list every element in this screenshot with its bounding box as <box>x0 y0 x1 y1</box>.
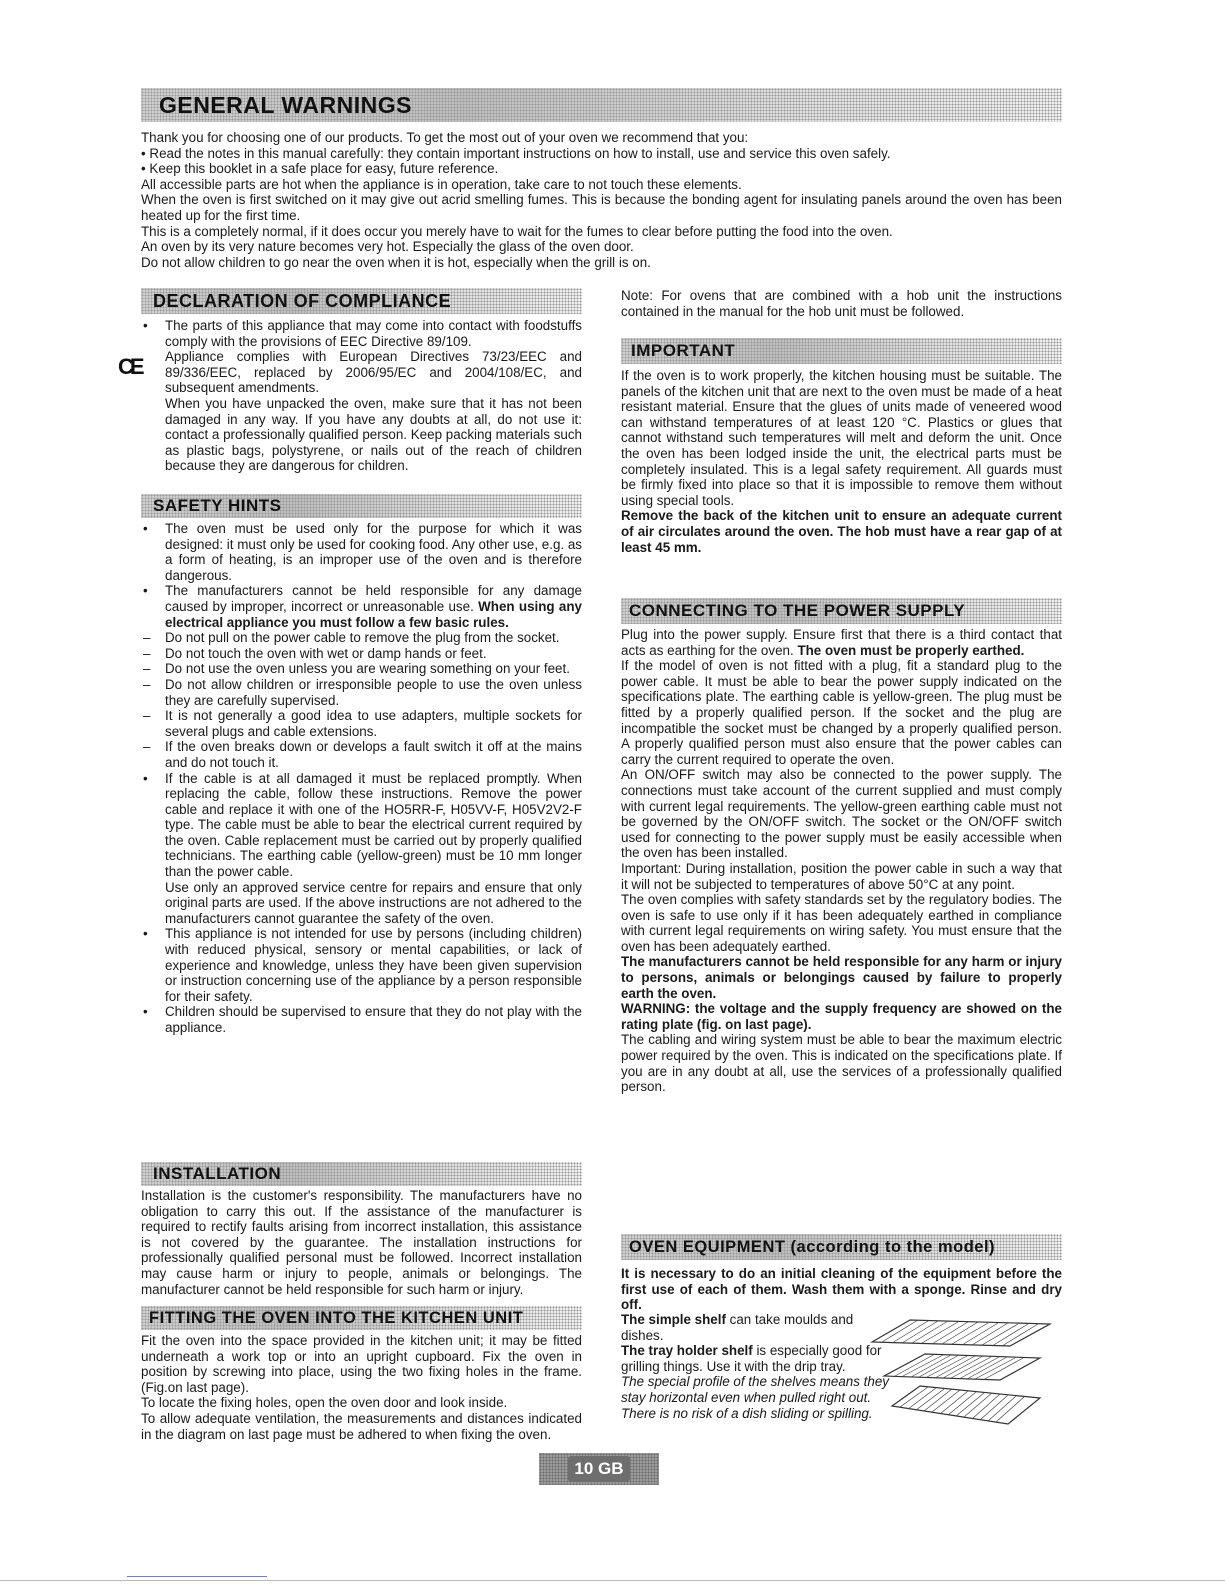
intro-section <box>141 130 1062 270</box>
equipment-text-bold: It is necessary to do an initial cleaning of the equipment before the first use of each of them. Wash them with a sponge. Rinse and dry off. <box>621 1266 1062 1313</box>
important-text-bold: Remove the back of the kitchen unit to ensure an adequate current of air circulates around the oven. The hob must have a rear gap of at least 45 mm. <box>621 508 1062 555</box>
fitting-header <box>141 1306 582 1330</box>
shelf-wires <box>882 1320 1038 1346</box>
safety-dash-text: Do not allow children or irresponsible people to use the oven unless they are carefully supervised. <box>165 676 582 708</box>
simple-shelf-label: The simple shelf <box>621 1312 726 1327</box>
equipment-intro <box>621 1266 1062 1313</box>
bullet: • <box>143 521 148 536</box>
important-section <box>621 368 1062 555</box>
list-item <box>141 771 582 927</box>
dash: – <box>143 661 151 677</box>
connecting-text-bold: WARNING: the voltage and the supply frequency are showed on the rating plate (fig. on last page). <box>621 1001 1062 1032</box>
connecting-text: An ON/OFF switch may also be connected to the power supply. The connections must take account of the current supplied and must comply with current legal requirements. The yellow-green earthing cable must not be governed by the ON/OFF switch. The socket or the ON/OFF switch used for connecting to the power supply must be easily accessible when the oven has been installed. <box>621 767 1062 861</box>
connecting-text: The cabling and wiring system must be able to bear the maximum electric power required by the oven. This is indicated on the specifications plate. If you are in any doubt at all, use the services of a professionally qualified person. <box>621 1032 1062 1095</box>
declaration-text: The parts of this appliance that may come into contact with foodstuffs comply with the provisions of EEC Directive 89/109. <box>165 318 582 349</box>
safety-text-bold: When using any electrical appliance you must follow a few basic rules. <box>165 598 582 630</box>
intro-bullet: • Keep this booklet in a safe place for easy, future reference. <box>141 161 499 177</box>
dash: – <box>143 645 151 661</box>
safety-section <box>141 521 582 1036</box>
intro-text: Do not allow children to go near the oven when it is hot, especially when the grill is on. <box>141 254 651 270</box>
connecting-text-bold: The oven must be properly earthed. <box>797 642 1025 658</box>
dash: – <box>143 630 151 646</box>
list-item <box>141 521 582 583</box>
shelf-outline <box>884 1354 1040 1380</box>
divider <box>0 1580 1225 1581</box>
connecting-text: Important: During installation, position the power cable in such a way that it will not be subjected to temperatures of above 50°C at any point. <box>621 860 1062 892</box>
declaration-section <box>141 318 582 474</box>
fitting-text: To locate the fixing holes, open the oven door and look inside. <box>141 1395 508 1411</box>
intro-text: An oven by its very nature becomes very hot. Especially the glass of the oven door. <box>141 239 634 255</box>
connecting-text-bold: The manufacturers cannot be held responsible for any harm or injury to persons, animals or belongings caused by failure to properly earth the oven. <box>621 954 1062 1001</box>
declaration-text: When you have unpacked the oven, make sure that it has not been damaged in any way. If you have any doubts at all, do not use it: contact a professionally qualified person. Keep packing materials such as plastic bags, polystyrene, or nails out of the reach of children because they are dangerous for children. <box>165 395 582 474</box>
declaration-header <box>141 288 582 314</box>
connecting-section <box>621 627 1062 1095</box>
safety-text: Use only an approved service centre for repairs and ensure that only original parts are used. If the above instructions are not adhered to the manufacturers cannot guarantee the safety of the oven. <box>165 879 582 926</box>
fitting-text: Fit the oven into the space provided in the kitchen unit; it may be fitted underneath a work top or into an upright cupboard. Fix the oven in position by screwing into place, using the two fixing holes in the frame.(Fig.on last page). <box>141 1333 582 1395</box>
fitting-title: FITTING THE OVEN INTO THE KITCHEN UNIT <box>149 1308 524 1327</box>
equipment-header <box>621 1234 1062 1260</box>
shelf-outline <box>892 1386 1040 1424</box>
tray-holder-shelf-illustration <box>880 1352 1045 1382</box>
declaration-title: DECLARATION OF COMPLIANCE <box>153 290 452 311</box>
important-title: IMPORTANT <box>631 341 736 360</box>
special-profile-shelf-illustration <box>890 1384 1045 1426</box>
tray-holder-text: is especially good for grilling things. Use it with the drip tray. <box>621 1343 882 1374</box>
safety-text: This appliance is not intended for use by persons (including children) with reduced physical, sensory or mental capabilities, or lack of experience and knowledge, unless they have been given supervision or instruction concerning use of the appliance by a person responsible for their safety. <box>165 926 582 1004</box>
safety-hints-header <box>141 494 582 518</box>
safety-hints-title: SAFETY HINTS <box>153 496 282 515</box>
ce-mark-icon: CE <box>118 354 141 379</box>
safety-dash-text: Do not touch the oven with wet or damp hands or feet. <box>165 645 487 661</box>
safety-dash-text: If the oven breaks down or develops a fault switch it off at the mains and do not touch it. <box>165 739 582 770</box>
list-item <box>141 583 582 630</box>
dash: – <box>143 676 151 692</box>
list-item <box>141 677 582 708</box>
note-text: Note: For ovens that are combined with a hob unit the instructions contained in the manual for the hob unit must be followed. <box>621 288 1062 319</box>
list-item <box>141 739 582 770</box>
intro-text: All accessible parts are hot when the appliance is in operation, take care to not touch these elements. <box>141 176 742 192</box>
special-profile-text: The special profile of the shelves means they stay horizontal even when pulled right out. There is no risk of a dish sliding or spilling. <box>621 1374 889 1421</box>
bullet: • <box>143 318 148 333</box>
page-number: 10 GB <box>568 1456 629 1482</box>
shelf-wires <box>895 1354 1023 1380</box>
safety-text: If the cable is at all damaged it must be replaced promptly. When replacing the cable, follow these instructions. Remove the power cable and replace it with one of the HO5RR-F, H05VV-F, H05V2V2-F type. The cable must be able to bear the electrical current required by the oven. Cable replacement must be carried out by properly qualified technicians. The earthing cable (yellow-green) must be 10 mm longer than the power cable. <box>165 770 582 880</box>
intro-text: When the oven is first switched on it may give out acrid smelling fumes. This is because the bonding agent for insulating panels around the oven has been heated up for the first time. <box>141 192 1062 223</box>
important-text: If the oven is to work properly, the kitchen housing must be suitable. The panels of the kitchen unit that are next to the oven must be made of a heat resistant material. Ensure that the glues of units made of veneered wood can withstand temperatures of at least 120 °C. Plastics or glues that cannot withstand such temperatures will melt and deform the unit. Once the oven has been lodged inside the unit, the electrical parts must be completely insulated. This is a legal safety requirement. All guards must be firmly fixed into place so that it is impossible to remove them without using special tools. <box>621 368 1062 508</box>
note-section <box>621 288 1062 319</box>
bullet: • <box>143 770 148 786</box>
list-item <box>141 1004 582 1035</box>
installation-title: INSTALLATION <box>153 1164 282 1183</box>
list-item <box>141 926 582 1004</box>
list-item <box>141 661 582 677</box>
list-item <box>141 318 582 474</box>
bullet: • <box>143 583 148 599</box>
intro-text: This is a completely normal, if it does occur you merely have to wait for the fumes to clear before putting the food into the oven. <box>141 223 893 239</box>
bullet: • <box>143 1004 148 1020</box>
declaration-text: Appliance complies with European Directives 73/23/EEC and 89/336/EEC, replaced by 2006/95/EC and 2004/108/EC, and subsequent amendments. <box>165 349 582 396</box>
installation-header <box>141 1162 582 1186</box>
dash: – <box>143 739 151 755</box>
connecting-header <box>621 598 1062 624</box>
bullet: • <box>143 926 148 942</box>
connecting-text: If the model of oven is not fitted with a plug, fit a standard plug to the power cable. It must be able to bear the power supply indicated on the specifications plate. The earthing cable is yellow-green. The plug must be fitted by a properly qualified person. If the socket and the plug are incompatible the socket must be changed by a properly qualified person. A properly qualified person must also ensure that the power cables can carry the current required to operate the oven. <box>621 658 1062 767</box>
connecting-title: CONNECTING TO THE POWER SUPPLY <box>629 601 966 620</box>
installation-section <box>141 1188 582 1297</box>
dash: – <box>143 708 151 724</box>
safety-dash-text: Do not pull on the power cable to remove the plug from the socket. <box>165 630 560 646</box>
installation-text: Installation is the customer's responsibility. The manufacturers have no obligation to carry this out. If the assistance of the manufacturer is required to rectify faults arising from incorrect installation, this assistance is not covered by the guarantee. The installation instructions for professionally qualified personal must be followed. Incorrect installation may cause harm or injury to people, animals or belongings. The manufacturer cannot be held responsible for such harm or injury. <box>141 1188 582 1297</box>
connecting-text: The oven complies with safety standards set by the regulatory bodies. The oven is safe to use only if it has been adequately earthed in compliance with current legal requirements on wiring safety. You must ensure that the oven has been adequately earthed. <box>621 892 1062 954</box>
list-item <box>141 708 582 739</box>
fitting-text: To allow adequate ventilation, the measurements and distances indicated in the diagram on last page must be adhered to when fixing the oven. <box>141 1410 582 1442</box>
list-item <box>141 630 582 646</box>
divider <box>127 1576 267 1577</box>
fitting-section <box>141 1333 582 1442</box>
intro-bullet: • Read the notes in this manual carefully: they contain important instructions on how to install, use and service this oven safely. <box>141 145 891 161</box>
intro-text: Thank you for choosing one of our products. To get the most out of your oven we recommend that you: <box>141 130 749 145</box>
general-warnings-title: GENERAL WARNINGS <box>159 91 412 118</box>
important-header <box>621 338 1062 364</box>
connecting-text: Plug into the power supply. Ensure first that there is a third contact that acts as earthing for the oven. <box>621 627 1062 658</box>
safety-text: The oven must be used only for the purpose for which it was designed: it must only be used for cooking food. Any other use, e.g. as a form of heating, is an improper use of the oven and is therefore dangerous. <box>165 521 582 583</box>
tray-holder-label: The tray holder shelf <box>621 1343 753 1359</box>
safety-dash-text: Do not use the oven unless you are wearing something on your feet. <box>165 661 570 677</box>
equipment-shelves-text <box>621 1312 893 1421</box>
simple-shelf-illustration <box>870 1318 1055 1348</box>
equipment-title: OVEN EQUIPMENT (according to the model) <box>629 1237 996 1256</box>
simple-shelf-text: can take moulds and dishes. <box>621 1312 854 1343</box>
safety-text: The manufacturers cannot be held responsible for any damage caused by improper, incorrect or unreasonable use. <box>165 583 582 614</box>
general-warnings-header <box>141 88 1062 122</box>
safety-text: Children should be supervised to ensure that they do not play with the appliance. <box>165 1004 582 1035</box>
safety-dash-text: It is not generally a good idea to use adapters, multiple sockets for several plugs and cable extensions. <box>165 708 582 739</box>
list-item <box>141 646 582 662</box>
page-number-badge <box>539 1453 659 1485</box>
